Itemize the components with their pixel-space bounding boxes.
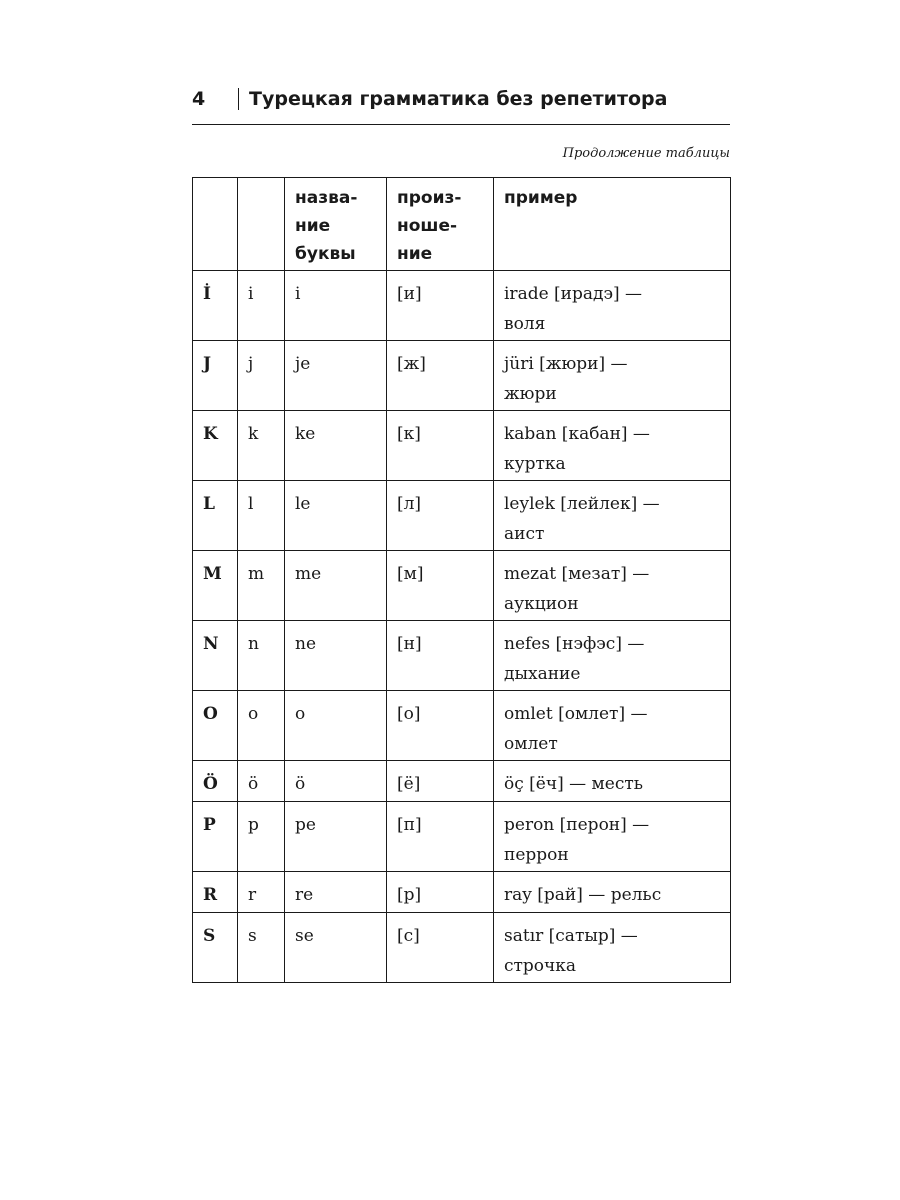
header-separator — [238, 88, 239, 110]
book-title: Турецкая грамматика без репетитора — [249, 88, 668, 110]
cell-example: nefes [нэфэс] — дыхание — [494, 621, 731, 691]
cell-letter-name: ö — [285, 761, 387, 802]
cell-uppercase: R — [193, 872, 238, 913]
cell-letter-name: je — [285, 341, 387, 411]
header-cell-upper — [193, 178, 238, 271]
cell-example: irade [ирадэ] — воля — [494, 271, 731, 341]
page-number: 4 — [192, 88, 206, 110]
cell-pronunciation: [и] — [387, 271, 494, 341]
table-row — [193, 913, 731, 983]
cell-pronunciation: [с] — [387, 913, 494, 983]
cell-uppercase: L — [193, 481, 238, 551]
header-cell-lower — [238, 178, 285, 271]
cell-pronunciation: [ё] — [387, 761, 494, 802]
cell-uppercase: N — [193, 621, 238, 691]
table-row — [193, 761, 731, 802]
table-row — [193, 691, 731, 761]
cell-lowercase: ö — [238, 761, 285, 802]
cell-uppercase: J — [193, 341, 238, 411]
cell-uppercase: İ — [193, 271, 238, 341]
running-header — [192, 88, 730, 110]
cell-example: omlet [омлет] — омлет — [494, 691, 731, 761]
table-row — [193, 411, 731, 481]
cell-pronunciation: [р] — [387, 872, 494, 913]
cell-example: jüri [жюри] — жюри — [494, 341, 731, 411]
table-row — [193, 872, 731, 913]
cell-pronunciation: [м] — [387, 551, 494, 621]
cell-letter-name: pe — [285, 802, 387, 872]
header-cell-letter-name: назва- ние буквы — [285, 178, 387, 271]
cell-letter-name: se — [285, 913, 387, 983]
cell-letter-name: me — [285, 551, 387, 621]
cell-pronunciation: [л] — [387, 481, 494, 551]
cell-pronunciation: [ж] — [387, 341, 494, 411]
cell-lowercase: m — [238, 551, 285, 621]
cell-lowercase: o — [238, 691, 285, 761]
cell-example: peron [перон] — перрон — [494, 802, 731, 872]
cell-letter-name: ke — [285, 411, 387, 481]
cell-uppercase: K — [193, 411, 238, 481]
cell-uppercase: M — [193, 551, 238, 621]
cell-lowercase: k — [238, 411, 285, 481]
header-cell-example: пример — [494, 178, 731, 271]
table-row — [193, 621, 731, 691]
cell-letter-name: le — [285, 481, 387, 551]
cell-example: satır [сатыр] — строчка — [494, 913, 731, 983]
cell-uppercase: O — [193, 691, 238, 761]
table-row — [193, 802, 731, 872]
header-rule — [192, 124, 730, 125]
continued-label: Продолжение таблицы — [562, 146, 730, 161]
cell-example: öç [ёч] — месть — [494, 761, 731, 802]
table-row — [193, 341, 731, 411]
cell-uppercase: S — [193, 913, 238, 983]
cell-lowercase: j — [238, 341, 285, 411]
cell-pronunciation: [н] — [387, 621, 494, 691]
cell-letter-name: ne — [285, 621, 387, 691]
cell-example: mezat [мезат] — аукцион — [494, 551, 731, 621]
table-header-row — [193, 178, 731, 271]
cell-uppercase: Ö — [193, 761, 238, 802]
cell-lowercase: s — [238, 913, 285, 983]
header-cell-pronunciation: произ- ноше- ние — [387, 178, 494, 271]
table-row — [193, 271, 731, 341]
cell-lowercase: n — [238, 621, 285, 691]
cell-letter-name: i — [285, 271, 387, 341]
table-row — [193, 551, 731, 621]
cell-example: ray [рай] — рельс — [494, 872, 731, 913]
cell-pronunciation: [о] — [387, 691, 494, 761]
table-row — [193, 481, 731, 551]
cell-lowercase: r — [238, 872, 285, 913]
cell-example: leylek [лейлек] — аист — [494, 481, 731, 551]
cell-lowercase: i — [238, 271, 285, 341]
alphabet-table — [192, 177, 731, 983]
cell-pronunciation: [к] — [387, 411, 494, 481]
cell-lowercase: p — [238, 802, 285, 872]
cell-letter-name: o — [285, 691, 387, 761]
cell-lowercase: l — [238, 481, 285, 551]
cell-pronunciation: [п] — [387, 802, 494, 872]
cell-example: kaban [кабан] — куртка — [494, 411, 731, 481]
cell-letter-name: re — [285, 872, 387, 913]
cell-uppercase: P — [193, 802, 238, 872]
